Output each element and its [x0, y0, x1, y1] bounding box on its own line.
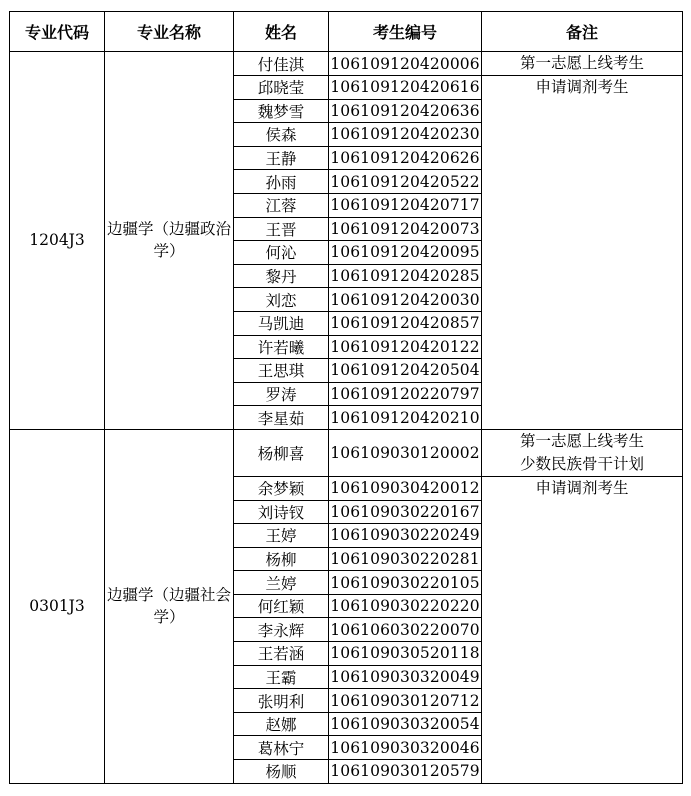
candidate-name-cell: 余梦颖	[234, 476, 329, 500]
candidate-name-cell: 兰婷	[234, 571, 329, 595]
candidate-name-cell: 黎丹	[234, 264, 329, 288]
admission-list-table	[9, 11, 683, 784]
candidate-id-cell: 106106030220070	[329, 618, 482, 642]
candidate-id-cell: 106109120420616	[329, 76, 482, 100]
header-name: 姓名	[234, 12, 329, 52]
candidate-id-cell: 106109120420006	[329, 52, 482, 76]
candidate-name-cell: 王霸	[234, 665, 329, 689]
major-code-cell: 1204J3	[10, 52, 105, 430]
candidate-id-cell: 106109030220281	[329, 547, 482, 571]
candidate-name-cell: 刘诗钗	[234, 500, 329, 524]
candidate-name-cell: 付佳淇	[234, 52, 329, 76]
candidate-id-cell: 106109120220797	[329, 382, 482, 406]
candidate-id-cell: 106109120420636	[329, 99, 482, 123]
candidate-name-cell: 李星茹	[234, 406, 329, 430]
header-remarks: 备注	[482, 12, 683, 52]
table-row	[10, 52, 683, 76]
candidate-id-cell: 106109030220249	[329, 524, 482, 548]
remark-line: 少数民族骨干计划	[519, 454, 644, 473]
candidate-id-cell: 106109120420095	[329, 241, 482, 265]
candidate-id-cell: 106109120420626	[329, 146, 482, 170]
candidate-id-cell: 106109030320054	[329, 712, 482, 736]
candidate-id-cell: 106109120420073	[329, 217, 482, 241]
candidate-name-cell: 孙雨	[234, 170, 329, 194]
candidate-name-cell: 王思琪	[234, 359, 329, 383]
remarks-first-choice-cell	[482, 429, 683, 476]
candidate-id-cell: 106109030520118	[329, 642, 482, 666]
candidate-name-cell: 王静	[234, 146, 329, 170]
candidate-id-cell: 106109120420504	[329, 359, 482, 383]
candidate-name-cell: 王婷	[234, 524, 329, 548]
candidate-id-cell: 106109120420717	[329, 193, 482, 217]
table-body	[10, 52, 683, 784]
candidate-id-cell: 106109030320049	[329, 665, 482, 689]
candidate-id-cell: 106109030220167	[329, 500, 482, 524]
candidate-name-cell: 许若曦	[234, 335, 329, 359]
candidate-name-cell: 刘恋	[234, 288, 329, 312]
candidate-name-cell: 李永辉	[234, 618, 329, 642]
header-candidate-id: 考生编号	[329, 12, 482, 52]
candidate-id-cell: 106109030320046	[329, 736, 482, 760]
candidate-name-cell: 何红颖	[234, 594, 329, 618]
candidate-name-cell: 马凯迪	[234, 311, 329, 335]
candidate-name-cell: 王若涵	[234, 642, 329, 666]
candidate-name-cell: 侯森	[234, 123, 329, 147]
header-major-name: 专业名称	[105, 12, 234, 52]
candidate-id-cell: 106109030120002	[329, 429, 482, 476]
candidate-name-cell: 江蓉	[234, 193, 329, 217]
candidate-name-cell: 张明利	[234, 689, 329, 713]
candidate-id-cell: 106109120420230	[329, 123, 482, 147]
candidate-name-cell: 葛林宁	[234, 736, 329, 760]
table-row	[10, 429, 683, 476]
candidate-name-cell: 王晋	[234, 217, 329, 241]
candidate-name-cell: 何沁	[234, 241, 329, 265]
candidate-name-cell: 魏梦雪	[234, 99, 329, 123]
candidate-name-cell: 邱晓莹	[234, 76, 329, 100]
candidate-name-cell: 杨柳	[234, 547, 329, 571]
candidate-name-cell: 赵娜	[234, 712, 329, 736]
candidate-id-cell: 106109030120712	[329, 689, 482, 713]
candidate-id-cell: 106109120420285	[329, 264, 482, 288]
candidate-id-cell: 106109030420012	[329, 476, 482, 500]
candidate-id-cell: 106109120420210	[329, 406, 482, 430]
candidate-name-cell: 杨顺	[234, 760, 329, 784]
candidate-id-cell: 106109030120579	[329, 760, 482, 784]
remark-line: 第一志愿上线考生	[519, 431, 644, 450]
candidate-id-cell: 106109030220220	[329, 594, 482, 618]
candidate-id-cell: 106109030220105	[329, 571, 482, 595]
header-major-code: 专业代码	[10, 12, 105, 52]
major-name-cell: 边疆学（边疆政治学）	[105, 52, 234, 430]
candidate-name-cell: 罗涛	[234, 382, 329, 406]
major-code-cell: 0301J3	[10, 429, 105, 783]
candidate-id-cell: 106109120420857	[329, 311, 482, 335]
major-name-cell: 边疆学（边疆社会学）	[105, 429, 234, 783]
remarks-first-choice-cell: 第一志愿上线考生	[482, 52, 683, 76]
candidate-id-cell: 106109120420122	[329, 335, 482, 359]
candidate-name-cell: 杨柳喜	[234, 429, 329, 476]
header-row	[10, 12, 683, 52]
candidate-id-cell: 106109120420030	[329, 288, 482, 312]
remarks-adjustment-cell: 申请调剂考生	[482, 476, 683, 783]
remarks-adjustment-cell: 申请调剂考生	[482, 76, 683, 430]
candidate-id-cell: 106109120420522	[329, 170, 482, 194]
